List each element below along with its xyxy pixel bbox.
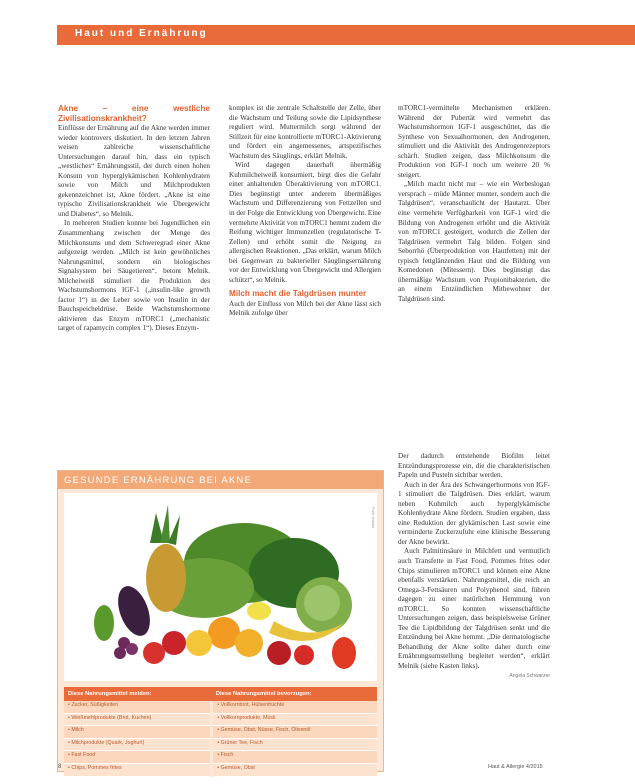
paragraph: mTORC1-vermittelte Mechanismen erklären. Während der Pubertät wird vermehrt das Wachstumshormon IGF-1 ausgeschüttet, das die Synthese von Sexualhormonen, den Androgenen, stimuliert und die Aktivität des Androgenrezeptors schärft. Studien zeigen, dass Milchkonsum die Produktion von IGF-1 noch um weitere 20 % steigert. (398, 104, 550, 179)
subhead-akne: Akne – eine westliche Zivilisationskrankheit? (58, 104, 210, 123)
box-title-bar (58, 471, 383, 489)
author-signature: Angela Schwarzer (509, 672, 550, 679)
prefer-cell: • Gemüse, Obst, Nüsse, Fisch, Olivenöl (212, 726, 377, 739)
column-2 (229, 104, 381, 319)
table-header-row (64, 687, 377, 701)
paragraph: Auch der Einfluss von Milch bei der Akne lässt sich Melnik zufolge über (229, 299, 381, 318)
prefer-cell: • Grüner Tee, Fisch (212, 738, 377, 751)
prefer-cell: • Gemüse, Obst (212, 763, 377, 776)
nutrition-table (64, 687, 377, 777)
avoid-cell: • Fast Food (64, 751, 212, 764)
avoid-cell: • Milch (64, 726, 212, 739)
journal-footer: Haut & Allergie 4/2015 (488, 764, 543, 770)
prefer-cell: • Vollkornbrot, Hülsenfrüchte (212, 701, 377, 713)
paragraph: Auch Palmitinsäure in Milchfett und vermutlich auch Transfette in Fast Food, Pommes frites oder Chips stimulieren mTORC1 und können eine Akne ebenfalls verstärken. Nahrungsmittel, die reich an Omega-3-Fettsäuren und Polyphenol sind, führen dagegen zu einer natürlichen Hemmung von mTORC1. So konnten wissenschaftliche Untersuchungen zeigen, dass beispielsweise Grüner Tee die Lipidbildung der Talgdrüsen senkt und die Entzündung bei Akne hemmt. „Die dermatologische Behandlung der Akne sollte daher durch eine Ernährungsumstellung begleitet werden“, erklärt Melnik (siehe Kasten links). (398, 547, 550, 671)
section-title: Haut und Ernährung (75, 28, 208, 39)
avoid-cell: • Weißmehlprodukte (Brot, Kuchen) (64, 713, 212, 726)
paragraph: Wird dagegen dauerhaft übermäßig Kuhmilcheiweiß konsumiert, birgt dies die Gefahr einer anhaltenden Überaktivierung von mTORC1. Dies begünstigt unter anderem übermäßiges Wachstum und Differenzierung von Fettzellen und in der Folge die Entwicklung von Übergewicht. Eine vermehrte Aktivität von mTORC1 hemmt zudem die Reifung wichtiger Immunzellen (regulatorische T-Zellen) und erhöht somit die Neigung zu allergischen Reaktionen. „Das erklärt, warum Milch bei Gegenwart zu bakterieller Säuglingsernährung vor der Entwicklung von Übergewicht und Allergien schützt“, so Melnik. (229, 161, 381, 284)
prefer-header: Diese Nahrungsmittel bevorzugen: (212, 687, 377, 701)
nutrition-box (57, 470, 384, 772)
fruit-vegetable-illustration (64, 493, 377, 681)
table-row (64, 738, 377, 751)
prefer-cell: • Vollkornprodukte, Müsli (212, 713, 377, 726)
paragraph: „Milch macht nicht nur – wie ein Werbeslogan versprach – müde Männer munter, sondern auch die Talgdrüsen“, veranschaulicht der Hautarzt. Über eine vermehrte Verfügbarkeit von IGF-1 wird die Bildung von Androgenen erhöht und die Aktivität von mTORC1 gesteigert, wodurch die Zellen der Talgdrüsen vermehrt Talg bilden. Folgen sind Seborrhö (Überproduktion von Hautfetten) mit der typisch fettglänzenden Haut und die Bildung von Komedonen (Mitessern). Dies begünstigt das übermäßige Wachstum von Propionibakterien, die an einem Entzündlichen Mitbewohner der Talgdrüsen sind. (398, 180, 550, 303)
paragraph: Einflüsse der Ernährung auf die Akne werden immer wieder kontrovers diskutiert. In den letzten Jahren weisen zahlreiche wissenschaftliche Untersuchungen darauf hin, dass ein typisch „westliches“ Ernährungsstil, der durch einen hohen Konsum von hyperglykämischen Kohlenhydraten sowie von Milch und Milchprodukten gekennzeichnet ist, Akne fördert. „Akne ist eine typische Zivilisationskrankheit wie Übergewicht und Diabetes“, so Melnik. (58, 124, 210, 218)
page-number: 8 (58, 764, 62, 770)
photo-credit: Foto: fotolia (371, 507, 376, 528)
table-row (64, 701, 377, 713)
section-header-bar (57, 25, 635, 45)
prefer-cell: • Fisch (212, 751, 377, 764)
avoid-cell: • Milchprodukte (Quark, Joghurt) (64, 738, 212, 751)
column-3-lower (398, 452, 550, 764)
subhead-milch: Milch macht die Talgdrüsen munter (229, 289, 367, 299)
table-row (64, 726, 377, 739)
paragraph: Auch in der Ära des Schwangerhormons von IGF-1 stimuliert die Talgdrüsen. Dies erklärt, warum neben Kuhmilch auch hyperglykämische Kohlenhydrate Akne fördern. Studien ergaben, dass eine Reduktion der glykämischen Last sowie eine verminderte Zuckerzufuhr eine klinische Besserung der Akne bewirkt. (398, 480, 550, 546)
table-row (64, 713, 377, 726)
avoid-cell: • Chips, Pommes frites (64, 763, 212, 776)
paragraph: komplex ist die zentrale Schaltstelle der Zelle, über die Wachstum und Teilung sowie die Lipidsynthese reguliert wird. Muttermilch sorgt während der Stillzeit für eine kontrollierte mTORC1-Aktivierung und fördert ein angemessenes, artspezifisches Wachstum des Säuglings, erklärt Melnik. (229, 104, 381, 160)
paragraph: Der dadurch entstehende Biofilm leitet Entzündungsprozesse ein, die die charakteristischen Papeln und Pusteln sichtbar werden. (398, 452, 550, 480)
avoid-cell: • Zucker, Süßigkeiten (64, 701, 212, 713)
column-1 (58, 104, 210, 334)
table-row (64, 763, 377, 776)
paragraph: In mehreren Studien konnte bei Jugendlichen ein Zusammenhang zwischen der Menge des Milchkonsums und dem Schweregrad einer Akne aufgezeigt werden. „Milch ist kein gewöhnliches Nahrungsmittel, sondern ein biologisches Signalsystem bei Säugetieren“, betont Melnik. Milcheiweiß stimuliert die Produktion des Wachstumshormons IGF-1 („insulin-like growth factor 1“) in der Leber sowie von Insulin in der Bauchspeicheldrüse. Beide Wachstumshormone aktivieren das Enzym mTORC1 („mechanistic target of rapamycin complex 1“). Dieses Enzym- (58, 219, 210, 333)
avoid-header: Diese Nahrungsmittel meiden: (64, 687, 212, 701)
fruit-vegetable-photo (64, 493, 377, 681)
box-title: GESUNDE ERNÄHRUNG BEI AKNE (64, 475, 252, 486)
column-3 (398, 104, 550, 304)
table-row (64, 751, 377, 764)
